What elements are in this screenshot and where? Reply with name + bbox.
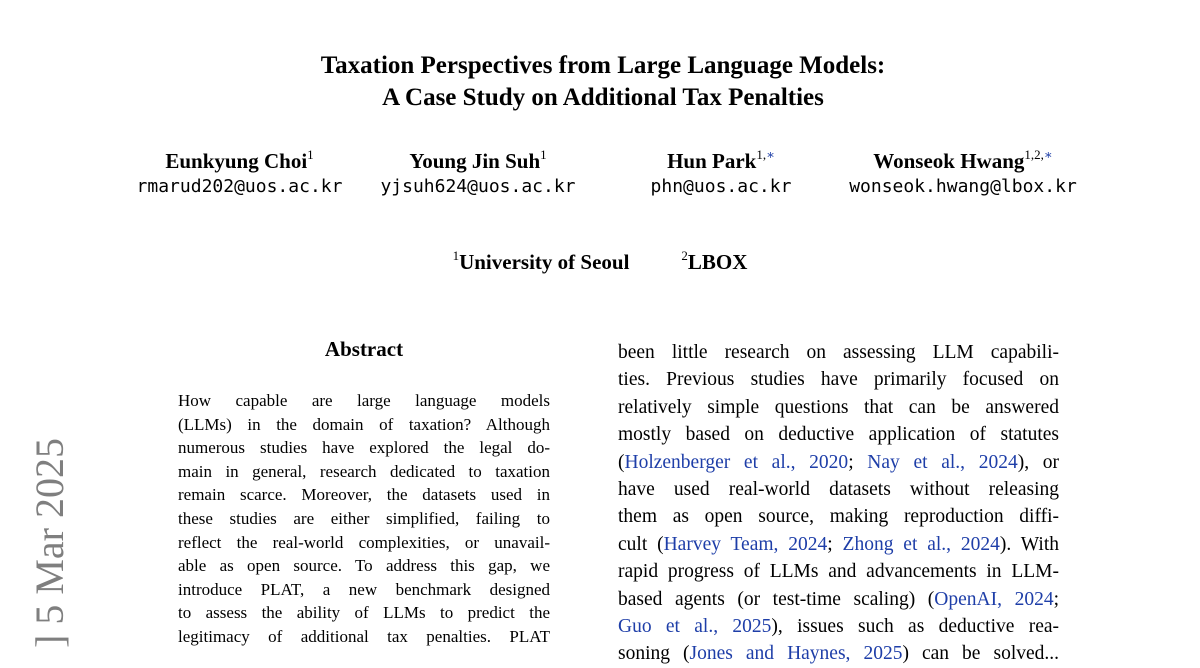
arxiv-stamp: ] 5 Mar 2025 — [27, 438, 72, 648]
abstract-line: legitimacy of additional tax penalties. PLAT — [178, 626, 550, 646]
author-name: Wonseok Hwang$^{1,2,∗}$ — [873, 147, 1053, 173]
title-line-2: A Case Study on Additional Tax Penalties — [382, 84, 824, 111]
author-name: Hun Park$^{1,∗}$ — [667, 147, 775, 173]
body-line: mostly based on deductive application of statutes — [618, 424, 1059, 446]
body-line: (Holzenberger et al., 2020; Nay et al., 2024), or — [618, 451, 1059, 473]
abstract-line: able as open source. To address this gap, we — [178, 556, 550, 576]
body-line: have used real-world datasets without releasing — [618, 479, 1059, 501]
citation-link[interactable]: Nay et al., 2024 — [867, 451, 1018, 473]
paper-title — [0, 50, 1200, 114]
author-block — [126, 147, 353, 199]
author-block — [638, 147, 804, 199]
abstract-line: main in general, research dedicated to taxation — [178, 461, 550, 481]
abstract-line: numerous studies have explored the legal do- — [178, 438, 550, 458]
body-line: Guo et al., 2025), issues such as deductive rea- — [618, 616, 1059, 638]
citation-link[interactable]: Holzenberger et al., 2020 — [624, 451, 849, 473]
abstract-body — [178, 389, 550, 649]
abstract-line: remain scarce. Moreover, the datasets used in — [178, 485, 550, 505]
body-line: ties. Previous studies have primarily focused on — [618, 369, 1059, 391]
abstract-heading: Abstract — [324, 337, 404, 361]
corresponding-star: ∗ — [1043, 147, 1053, 162]
citation-link[interactable]: Guo et al., 2025 — [618, 616, 772, 638]
citation-link[interactable]: Zhong et al., 2024 — [842, 533, 1000, 555]
author-email[interactable]: phn@uos.ac.kr — [650, 176, 792, 197]
abstract-line: introduce PLAT, a new benchmark designed — [178, 579, 550, 599]
author-block — [835, 147, 1091, 199]
abstract-line: reflect the real-world complexities, or unavail- — [178, 532, 550, 552]
title-line-1: Taxation Perspectives from Large Language Models: — [320, 52, 886, 79]
abstract-line: (LLMs) in the domain of taxation? Although — [178, 414, 550, 434]
body-line: soning (Jones and Haynes, 2025) can be solved... — [618, 643, 1060, 665]
body-line: relatively simple questions that can be answered — [618, 396, 1059, 418]
author-email[interactable]: yjsuh624@uos.ac.kr — [380, 176, 576, 197]
author-block — [369, 147, 587, 199]
citation-link[interactable]: Jones and Haynes, 2025 — [689, 643, 903, 665]
body-line: cult (Harvey Team, 2024; Zhong et al., 2024). With — [618, 533, 1060, 555]
corresponding-star: ∗ — [766, 147, 775, 162]
body-column-right — [618, 339, 1059, 668]
author-email[interactable]: wonseok.hwang@lbox.kr — [849, 176, 1077, 197]
body-line: them as open source, making reproduction diffi- — [618, 506, 1059, 528]
affiliation-name: University of Seoul — [459, 250, 630, 274]
body-line: rapid progress of LLMs and advancements in LLM- — [618, 561, 1059, 583]
body-line: been little research on assessing LLM capabili- — [618, 342, 1059, 363]
abstract-line: these studies are either simplified, failing to — [178, 508, 550, 528]
body-line: based agents (or test-time scaling) (OpenAI, 2024; — [618, 588, 1059, 610]
citation-link[interactable]: Harvey Team, 2024 — [663, 533, 828, 555]
abstract-line: to assess the ability of LLMs to predict the — [178, 603, 550, 623]
affiliations: $^1$University of Seoul $^2$LBOX — [452, 248, 748, 274]
author-name: Eunkyung Choi$^1$ — [165, 147, 314, 173]
author-email[interactable]: rmarud202@uos.ac.kr — [136, 176, 343, 197]
affiliation-name: LBOX — [687, 250, 748, 274]
citation-link[interactable]: OpenAI, 2024 — [934, 588, 1054, 610]
abstract-line: How capable are large language models — [178, 391, 550, 410]
author-name: Young Jin Suh$^1$ — [409, 147, 547, 173]
